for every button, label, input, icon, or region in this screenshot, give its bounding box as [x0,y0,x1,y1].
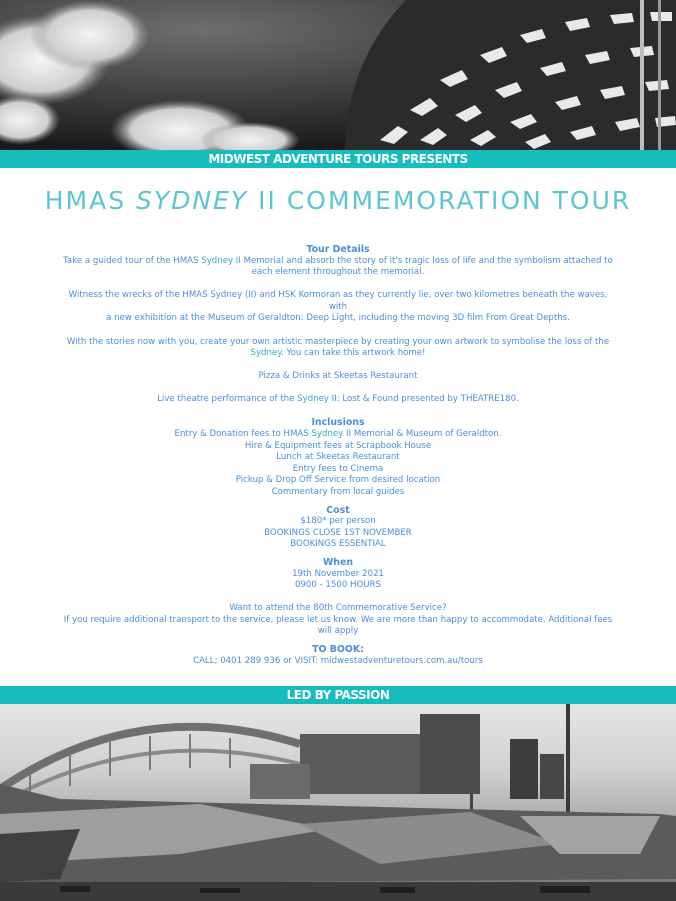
text: II Memorial and absorb the story of it's tragic loss of life and the symbolism attached to [233,255,613,266]
text: Live theatre performance of the [157,394,298,405]
text: II: Lost & Found presented by THEATRE180. [328,394,519,405]
inclusion-item: Entry fees to Cinema [292,463,384,474]
tour-details-p4: Pizza & Drinks at Skeetas Restaurant [258,371,418,382]
ship-name: Sydney [297,394,329,405]
tagline-banner: LED BY PASSION [0,686,676,704]
tour-info [60,244,616,667]
cost-price: $180* per person [300,516,376,527]
service-note-line1: If you require additional transport to the service, please let us know. We are more than happy to accommodate. Additional fees [63,614,613,625]
inclusion-item: Commentary from local guides [271,487,405,497]
service-question: Want to attend the 80th Commemorative Service? [229,603,447,614]
tour-details-p2-line2: a new exhibition at the Museum of Geraldton: Deep Light, including the moving 3D film From Great Depths. [106,313,570,324]
service-note-line2: will apply [317,626,359,637]
inclusions-heading: Inclusions [311,417,365,429]
tour-details-p3-line2 [60,348,616,360]
text: II Memorial & Museum of Geraldton. [343,429,502,440]
header-photo-sculpture [0,0,676,150]
ship-name: Sydney [250,348,282,359]
booking-contact: CALL; 0401 289 936 or VISIT: midwestadventuretours.com.au/tours [193,655,483,666]
tour-details-p3-line1: With the stories now with you, create your own artistic masterpiece by creating your own artwork to symbolise the loss of the [66,336,610,347]
text: Entry & Donation fees to HMAS [174,429,312,440]
cost-heading: Cost [326,504,350,516]
tour-details-p1-cont: each element throughout the memorial. [251,267,425,278]
inclusion-item: Hire & Equipment fees at Scrapbook House [244,440,432,451]
bookings-close: BOOKINGS CLOSE 1ST NOVEMBER [264,527,412,538]
ship-name: Sydney [311,429,344,440]
text: Take a guided tour of the HMAS [63,255,202,266]
page-title [0,186,676,215]
warship-photo [0,704,676,901]
title-ship-name: SYDNEY [136,186,249,215]
inclusion-item: Lunch at Skeetas Restaurant [276,452,400,463]
title-prefix: HMAS [44,186,137,215]
bookings-essential: BOOKINGS ESSENTIAL [290,539,386,550]
presenter-banner: MIDWEST ADVENTURE TOURS PRESENTS [0,150,676,168]
inclusion-item: Pickup & Drop Off Service from desired location [235,475,441,486]
tour-details-p1 [60,256,616,268]
when-hours: 0900 - 1500 HOURS [295,580,381,591]
when-heading: When [322,556,354,568]
tour-details-p5 [60,394,616,406]
title-suffix: II COMMEMORATION TOUR [248,186,632,215]
ship-name: Sydney [201,255,234,266]
tour-details-p2-line1: Witness the wrecks of the HMAS Sydney (II) and HSK Kormoran as they currently lie, over two kilometres beneath the waves, with [68,290,608,312]
to-book-heading: TO BOOK: [312,644,364,656]
text: . You can take this artwork home! [281,348,426,359]
when-date: 19th November 2021 [292,568,384,579]
tour-details-heading: Tour Details [306,244,370,255]
inclusion-item [60,429,616,441]
